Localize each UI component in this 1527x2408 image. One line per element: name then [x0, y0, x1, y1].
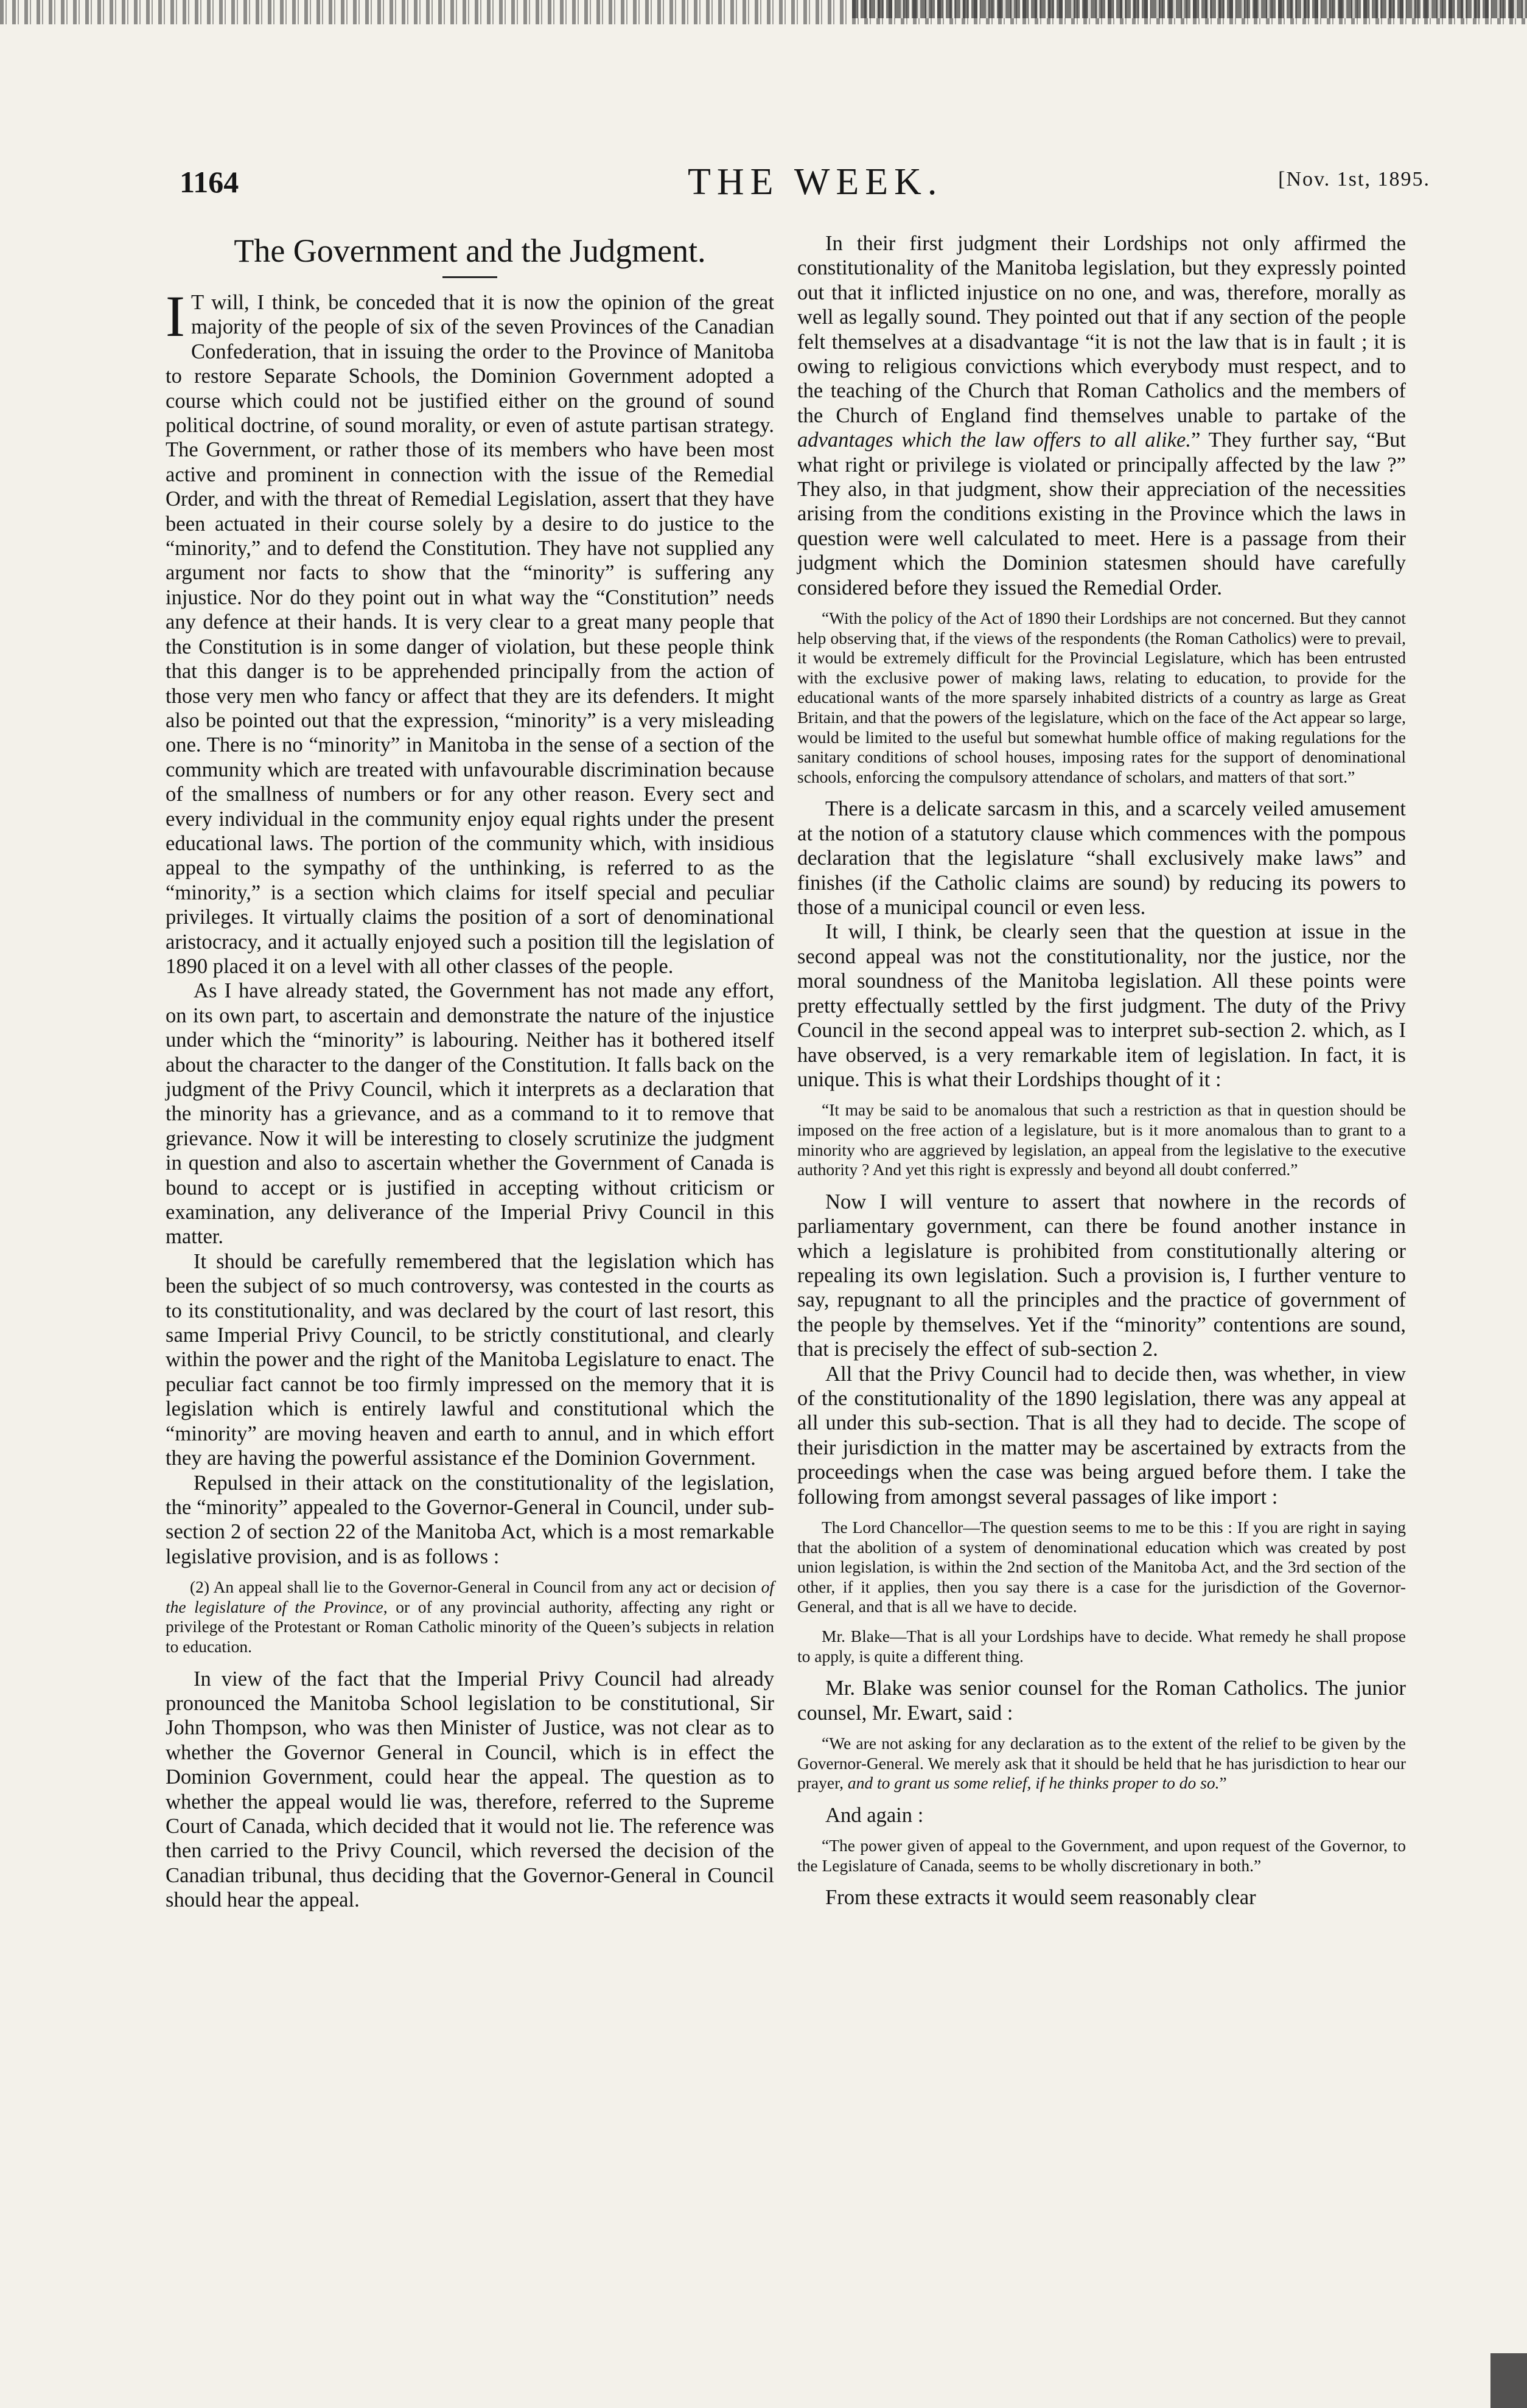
paragraph: It should be carefully remembered that the legislation which has been the subject of so much controversy, was contested in the courts as to its constitutionality, and was declared by the court of last resort, this same Imperial Privy Council, to be strictly constitutional, and clearly within the power and the right of the Manitoba Legislature to enact. The peculiar fact cannot be too firmly impressed on the memory that it is legislation which is entirely lawful and constitutional which the “minority” are moving heaven and earth to annul, and in which effort they are having the powerful assistance ef the Dominion Government.	[166, 1249, 774, 1470]
left-column	[166, 231, 774, 1913]
paragraph: From these extracts it would seem reasonably clear	[825, 1886, 1256, 1910]
paragraph: Repulsed in their attack on the constitutionality of the legislation, the “minority” appealed to the Governor-General in Council, under sub-section 2 of section 22 of the Manitoba Act, which is a most remarkable legislative provision, and is as follows :	[166, 1471, 774, 1568]
quoted-statute: (2) An appeal shall lie to the Governor-General in Council from any act or decision of the legislature of the Province, or of any provincial authority, affecting any right or privilege of the Protestant or Roman Catholic minority of the Queen’s subjects in relation to education.	[166, 1577, 774, 1656]
title-rule	[442, 276, 497, 278]
right-column	[797, 231, 1406, 1910]
quoted-proceedings: Mr. Blake—That is all your Lordships have to decide. What remedy he shall propose to apply, is quite a different thing.	[797, 1626, 1406, 1666]
paragraph: There is a delicate sarcasm in this, and a scarcely veiled amusement at the notion of a statutory clause which commences with the pompous declaration that the legislature “shall exclusively make laws” and finishes (if the Catholic claims are sound) by reducing its powers to those of a municipal council or even less.	[797, 797, 1406, 920]
quoted-judgment: “With the policy of the Act of 1890 their Lordships are not concerned. But they cannot help observing that, if the views of the respondents (the Roman Catholics) were to prevail, it would be extremely difficult for the Provincial Legislature, which has been entrusted with the exclusive power of making laws, relating to education, to provide for the educational wants of the more sparsely inhabited districts of a country as large as Great Britain, and that the powers of the legislature, which on the face of the Act appear so large, would be limited to the useful but somewhat humble office of making regulations for the sanitary conditions of school houses, imposing rates for the support of denominational schools, enforcing the compulsory attendance of scholars, and matters of that sort.”	[797, 609, 1406, 786]
paragraph: Now I will venture to assert that nowhere in the records of parliamentary government, can there be found another instance in which a legislature is prohibited from constitutionally altering or repealing its own legislation. Such a provision is, I further venture to say, repugnant to all the principles and the practice of government of the people by themselves. Yet if the “minority” contentions are sound, that is precisely the effect of sub-section 2.	[797, 1190, 1406, 1361]
issue-date: [Nov. 1st, 1895.	[1278, 168, 1430, 190]
scan-edge-bottom-right	[1490, 2353, 1527, 2408]
page-number: 1164	[180, 165, 239, 199]
paragraph: Mr. Blake was senior counsel for the Roman Catholics. The junior counsel, Mr. Ewart, said :	[797, 1677, 1406, 1725]
paragraph: I T will, I think, be conceded that it is now the opinion of the great majority of the people of six of the seven Provinces of the Canadian Confederation, that in issuing the order to the Province of Manitoba to restore Separate Schools, the Dominion Government adopted a course which could not be justified either on the ground of sound political doctrine, of sound morality, or even of astute partisan strategy. The Government, or rather those of its members who have been most active and prominent in connection with the issue of the Remedial Order, and with the threat of Remedial Legislation, assert that they have been actuated in their course solely by a desire to do justice to the “minority,” and to defend the Constitution. They have not supplied any argument nor facts to show that the “minority” is suffering any injustice. Nor do they point out in what way the “Constitution” needs any defence at their hands. It is very clear to a great many people that the Constitution is in some danger of violation, but these people think that this danger is to be apprehended principally from the action of those very men who fancy or affect that they are its defenders. It might also be pointed out that the expression, “minority” is a very misleading one. There is no “minority” in Manitoba in the sense of a section of the community which are treated with unfavourable discrimination because of the smallness of numbers or for any other reason. Every sect and every individual in the community enjoy equal rights under the present educational laws. The portion of the community which, with insidious appeal to the sympathy of the unthinking, is referred to as the “minority,” is a section which claims for itself special and peculiar privileges. It virtually claims the position of a sort of denominational aristocracy, and it actually enjoyed such a position till the legislation of 1890 placed it on a level with all other classes of the people.	[166, 284, 774, 978]
paragraph: All that the Privy Council had to decide then, was whether, in view of the constitutionality of the 1890 legislation, there was any appeal at all under this sub-section. That is all they had to decide. The scope of their jurisdiction in the matter may be ascertained by extracts from the proceedings when the case was being argued before them. I take the following from amongst several passages of like import :	[797, 1362, 1406, 1509]
paragraph: And again :	[825, 1803, 924, 1827]
quoted-proceedings: “The power given of appeal to the Government, and upon request of the Governor, to the Legislature of Canada, seems to be wholly discretionary in both.”	[797, 1836, 1406, 1875]
paragraph: It will, I think, be clearly seen that the question at issue in the second appeal was not the constitutionality, nor the justice, nor the moral soundness of the Manitoba legislation. All these points were pretty effectually settled by the first judgment. The duty of the Privy Council in the second appeal was to interpret sub-section 2. which, as I have observed, is a very remarkable item of legislation. In fact, it is unique. This is what their Lordships thought of it :	[797, 920, 1406, 1091]
quoted-proceedings: The Lord Chancellor—The question seems to me to be this : If you are right in saying that the abolition of a system of denominational education which was created by post union legislation, is within the 2nd section of the Manitoba Act, and the 3rd section of the other, if it applies, then you say there is a case for the jurisdiction of the Governor-General, and that is all we have to decide.	[797, 1517, 1406, 1616]
page-header	[164, 161, 1430, 207]
quoted-judgment: “It may be said to be anomalous that such a restriction as that in question should be imposed on the free action of a legislature, but is it more anomalous than to grant to a minority who are aggrieved by legislation, an appeal from the legislative to the executive authority ? And yet this right is expressly and beyond all doubt conferred.”	[797, 1100, 1406, 1179]
paragraph: As I have already stated, the Government has not made any effort, on its own part, to ascertain and demonstrate the nature of the injustice under which the “minority” is labouring. Neither has it bothered itself about the character to the danger of the Constitution. It falls back on the judgment of the Privy Council, which it interprets as a declaration that the minority has a grievance, and as a command to it to remove that grievance. Now it will be interesting to closely scrutinize the judgment in question and also to ascertain whether the Government of Canada is bound to accept or is justified in accepting without criticism or examination, any deliverance of the Imperial Privy Council in this matter.	[166, 979, 774, 1249]
masthead: THE WEEK.	[688, 161, 943, 203]
paragraph: In their first judgment their Lordships not only affirmed the constitutionality of the Manitoba legislation, but they expressly pointed out that it inflicted injustice on no one, and was, therefore, morally as well as legally sound. They pointed out that if any section of the people felt themselves at a disadvantage “it is not the law that is in fault ; it is owing to religious convictions which everybody must respect, and to the teaching of the Church that Roman Catholics and the members of the Church of England find themselves unable to partake of the advantages which the law offers to all alike.” They further say, “But what right or privilege is violated or principally affected by the law ?” They also, in that judgment, show their appreciation of the necessities arising from the conditions existing in the Province which the laws in question were well calculated to meet. Here is a passage from their judgment which the Dominion statesmen should have carefully considered before they issued the Remedial Order.	[797, 232, 1406, 599]
quoted-proceedings: “We are not asking for any declaration as to the extent of the relief to be given by the Governor-General. We merely ask that it should be held that he has jurisdiction to hear our prayer, and to grant us some relief, if he thinks proper to do so.”	[797, 1733, 1406, 1793]
scan-edge-top-right	[852, 0, 1527, 18]
article-title: The Government and the Judgment.	[234, 232, 706, 269]
drop-cap: I	[166, 284, 185, 349]
paragraph: In view of the fact that the Imperial Privy Council had already pronounced the Manitoba School legislation to be constitutional, Sir John Thompson, who was then Minister of Justice, was not clear as to whether the Governor General in Council, which is in effect the Dominion Government, could hear the appeal. The question as to whether the appeal would lie was, therefore, referred to the Supreme Court of Canada, which decided that it would not lie. The reference was then carried to the Privy Council, which reversed the decision of the Canadian tribunal, thus deciding that the Governor-General in Council should hear the appeal.	[166, 1667, 774, 1912]
